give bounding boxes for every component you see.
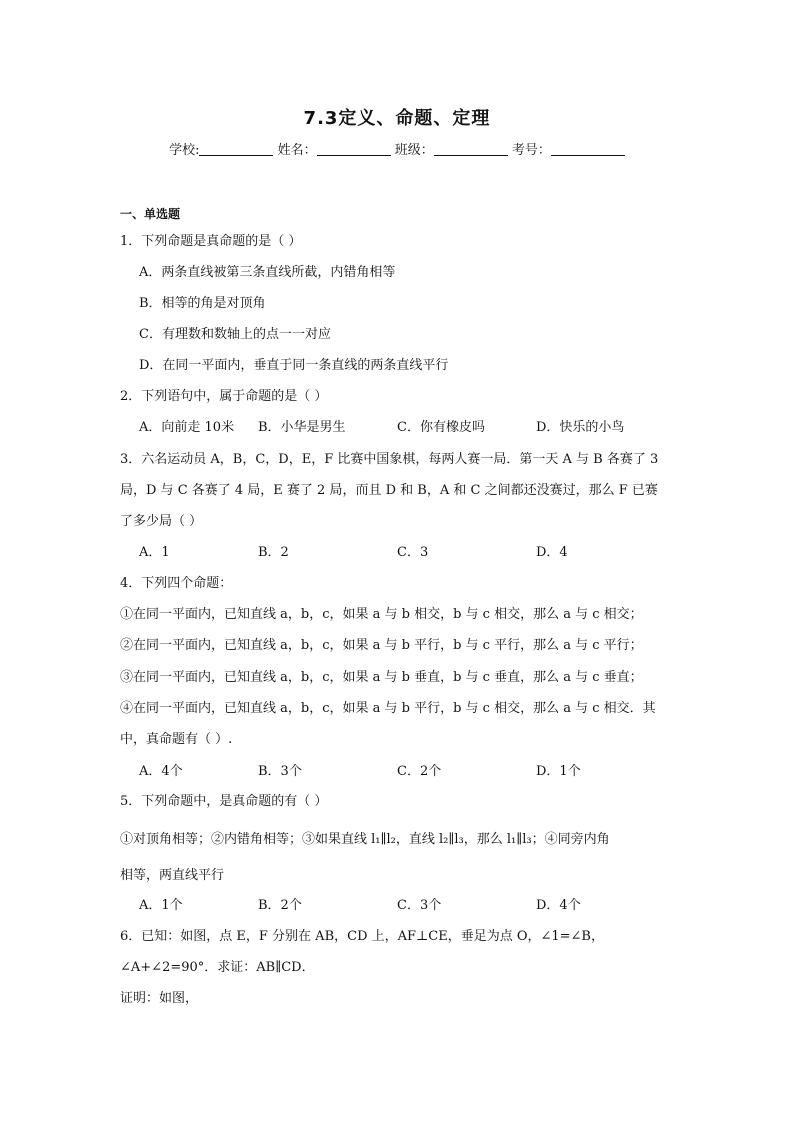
question-4-statement-3: ③在同一平面内，已知直线 a，b，c，如果 a 与 b 垂直，b 与 c 垂直，那么 a 与 c 垂直； bbox=[120, 670, 643, 685]
school-blank[interactable] bbox=[199, 142, 273, 156]
question-2-option-a: A．向前走 10米 bbox=[139, 420, 235, 435]
section-heading: 一、单选题 bbox=[120, 207, 181, 221]
question-4-statement-4: ④在同一平面内，已知直线 a，b，c，如果 a 与 b 平行，b 与 c 相交，那么 a 与 c 相交．其 bbox=[120, 701, 656, 716]
exam-number-blank[interactable] bbox=[551, 142, 625, 156]
question-4-option-b: B．3个 bbox=[258, 764, 302, 779]
question-2-option-c: C．你有橡皮吗 bbox=[397, 420, 485, 435]
question-3-line-3: 了多少局（ ） bbox=[120, 514, 203, 529]
question-4-statement-1: ①在同一平面内，已知直线 a，b，c，如果 a 与 b 相交，b 与 c 相交，那么 a 与 c 相交； bbox=[120, 607, 643, 622]
question-1-option-c: C．有理数和数轴上的点一一对应 bbox=[139, 327, 331, 342]
question-3-line-2: 局，D 与 C 各赛了 4 局，E 赛了 2 局，而且 D 和 B，A 和 C 之间都还没赛过，那么 F 已赛 bbox=[120, 483, 658, 498]
question-5-stem: 5．下列命题中，是真命题的有（ ） bbox=[120, 794, 328, 809]
question-3-option-c: C．3 bbox=[397, 545, 429, 560]
question-3-option-d: D．4 bbox=[536, 545, 568, 560]
question-5-option-b: B．2个 bbox=[258, 898, 302, 913]
question-5-line-2: 相等，两直线平行 bbox=[120, 868, 225, 883]
question-4-stem: 4．下列四个命题： bbox=[120, 576, 233, 591]
question-4-option-d: D．1个 bbox=[536, 764, 581, 779]
school-label: 学校: bbox=[169, 143, 200, 158]
name-blank[interactable] bbox=[317, 142, 391, 156]
question-3-option-b: B．2 bbox=[258, 545, 289, 560]
question-6-line-2: ∠A+∠2=90°．求证：AB∥CD． bbox=[120, 960, 315, 975]
exam-number-label: 考号： bbox=[511, 143, 551, 158]
question-5-line-1: ①对顶角相等；②内错角相等；③如果直线 l₁∥l₂，直线 l₂∥l₃，那么 l₁∥l₃；④同旁内角 bbox=[120, 832, 610, 847]
student-info-line bbox=[0, 139, 794, 158]
question-4-statement-2: ②在同一平面内，已知直线 a，b，c，如果 a 与 b 平行，b 与 c 平行，那么 a 与 c 平行； bbox=[120, 638, 643, 653]
question-3-line-1: 3．六名运动员 A，B，C，D，E，F 比赛中国象棋，每两人赛一局．第一天 A 与 B 各赛了 3 bbox=[120, 452, 659, 467]
question-4-statement-4-cont: 中，真命题有（ ）. bbox=[120, 732, 233, 747]
question-1-option-b: B．相等的角是对顶角 bbox=[139, 296, 266, 311]
class-label: 班级： bbox=[394, 143, 434, 158]
class-blank[interactable] bbox=[434, 142, 508, 156]
question-5-option-d: D．4个 bbox=[536, 898, 581, 913]
question-2-stem: 2．下列语句中，属于命题的是（ ） bbox=[120, 389, 328, 404]
question-5-option-c: C．3个 bbox=[397, 898, 442, 913]
question-6-line-1: 6．已知：如图，点 E，F 分别在 AB，CD 上，AF⊥CE，垂足为点 O，∠1=∠B， bbox=[120, 929, 604, 944]
question-4-option-a: A．4个 bbox=[139, 764, 183, 779]
name-label: 姓名： bbox=[277, 143, 317, 158]
question-1-stem: 1．下列命题是真命题的是（ ） bbox=[120, 234, 302, 249]
question-3-option-a: A．1 bbox=[139, 545, 170, 560]
question-1-option-a: A．两条直线被第三条直线所截，内错角相等 bbox=[139, 265, 396, 280]
question-6-proof-start: 证明：如图， bbox=[120, 991, 199, 1006]
question-4-option-c: C．2个 bbox=[397, 764, 442, 779]
question-1-option-d: D．在同一平面内，垂直于同一条直线的两条直线平行 bbox=[139, 358, 449, 373]
document-title: 7.3定义、命题、定理 bbox=[303, 108, 491, 129]
question-2-option-b: B．小华是男生 bbox=[258, 420, 346, 435]
question-2-option-d: D．快乐的小鸟 bbox=[536, 420, 625, 435]
question-5-option-a: A．1个 bbox=[139, 898, 183, 913]
